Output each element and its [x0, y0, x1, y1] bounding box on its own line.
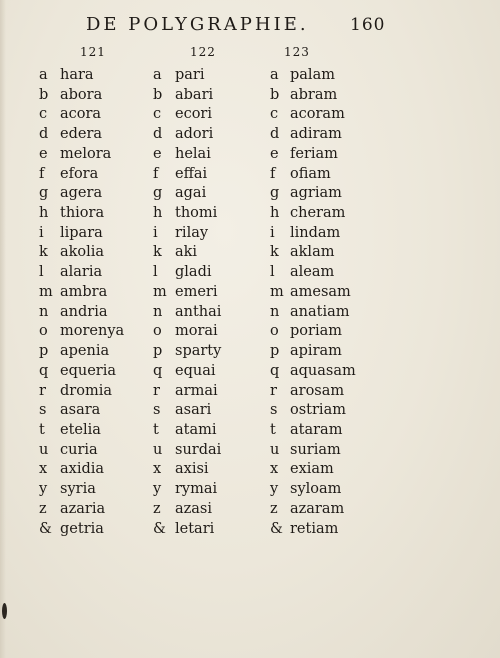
letter-col2: d [153, 126, 163, 143]
word-col3: cheram [290, 205, 346, 222]
letter-col2: c [153, 106, 162, 123]
word-col2: agai [175, 185, 207, 202]
letter-col1: a [39, 67, 48, 83]
word-col1: melora [60, 145, 112, 162]
letter-col1: k [39, 244, 48, 261]
letter-col1: s [39, 402, 47, 419]
word-col2: asari [175, 402, 212, 419]
letter-col1: o [39, 323, 48, 340]
letter-col2: m [153, 283, 167, 300]
letter-col2: y [153, 481, 162, 498]
word-col1: acora [60, 106, 102, 123]
letter-col1: y [39, 481, 48, 498]
letter-col3: i [270, 224, 275, 241]
word-col3: abram [290, 86, 338, 103]
table-row [0, 224, 500, 244]
letter-col3: k [270, 244, 279, 261]
letter-col3: h [270, 205, 280, 222]
word-col2: equai [175, 362, 216, 379]
word-col3: retiam [290, 520, 339, 537]
letter-col1: t [39, 421, 45, 438]
table-row [0, 105, 500, 125]
word-col2: helai [175, 145, 211, 162]
letter-col1: b [39, 86, 49, 103]
table-row [0, 145, 500, 165]
table-row [0, 125, 500, 145]
word-col3: poriam [290, 323, 342, 340]
letter-col3: y [270, 481, 279, 498]
letter-col2: s [153, 402, 161, 419]
table-row [0, 322, 500, 342]
word-col2: morai [175, 323, 218, 340]
letter-col1: n [39, 303, 49, 320]
word-col2: letari [175, 520, 215, 537]
letter-col3: m [270, 283, 284, 300]
word-col3: feriam [290, 145, 338, 162]
letter-col2: o [153, 323, 162, 340]
ink-blot [2, 603, 7, 619]
letter-col1: h [39, 205, 49, 222]
letter-col2: b [153, 86, 163, 103]
letter-col1: & [39, 520, 52, 537]
letter-col1: l [39, 264, 44, 281]
word-col1: andria [60, 303, 108, 320]
letter-col3: z [270, 500, 278, 517]
word-col3: ofiam [290, 165, 331, 182]
table-row [0, 362, 500, 382]
cipher-table [0, 66, 500, 539]
letter-col3: & [270, 520, 283, 537]
letter-col2: i [153, 224, 158, 241]
word-col3: ataram [290, 421, 343, 438]
letter-col2: p [153, 343, 163, 360]
word-col1: akolia [60, 244, 105, 261]
letter-col2: l [153, 264, 158, 281]
letter-col2: k [153, 244, 162, 261]
word-col3: apiram [290, 343, 342, 360]
word-col3: amesam [290, 283, 351, 300]
word-col2: ecori [175, 106, 213, 123]
letter-col3: q [270, 362, 280, 379]
word-col2: rilay [175, 224, 209, 241]
letter-col1: z [39, 500, 47, 517]
table-row [0, 421, 500, 441]
word-col3: lindam [290, 224, 341, 241]
table-row [0, 500, 500, 520]
letter-col1: f [39, 165, 45, 182]
word-col2: thomi [175, 205, 218, 222]
word-col3: ostriam [290, 402, 346, 419]
word-col3: adiram [290, 126, 342, 143]
table-row [0, 460, 500, 480]
letter-col2: n [153, 303, 163, 320]
letter-col2: g [153, 185, 163, 202]
word-col2: effai [175, 165, 208, 182]
word-col2: aki [175, 244, 198, 261]
table-row [0, 243, 500, 263]
word-col1: dromia [60, 382, 112, 399]
letter-col1: p [39, 343, 49, 360]
word-col1: thiora [60, 205, 105, 222]
letter-col1: d [39, 126, 49, 143]
letter-col1: u [39, 441, 49, 458]
word-col1: hara [60, 67, 94, 83]
letter-col3: s [270, 402, 278, 419]
word-col1: apenia [60, 343, 110, 360]
word-col2: azasi [175, 500, 213, 517]
word-col1: lipara [60, 224, 103, 241]
word-col2: atami [175, 421, 217, 438]
word-col2: anthai [175, 303, 222, 320]
word-col2: pari [175, 67, 205, 83]
word-col3: palam [290, 67, 335, 83]
table-row [0, 480, 500, 500]
table-row [0, 263, 500, 283]
word-col1: azaria [60, 500, 106, 517]
letter-col3: c [270, 106, 279, 123]
letter-col2: e [153, 145, 162, 162]
letter-col3: d [270, 126, 280, 143]
letter-col1: e [39, 145, 48, 162]
letter-col3: p [270, 343, 280, 360]
word-col1: asara [60, 402, 101, 419]
letter-col2: r [153, 382, 160, 399]
letter-col3: n [270, 303, 280, 320]
word-col2: gladi [175, 264, 212, 281]
table-row [0, 342, 500, 362]
word-col2: armai [175, 382, 218, 399]
word-col2: emeri [175, 283, 218, 300]
word-col1: morenya [60, 323, 125, 340]
letter-col1: x [39, 461, 48, 478]
table-row [0, 520, 500, 540]
column-number-2: 122 [190, 45, 216, 59]
letter-col3: b [270, 86, 280, 103]
table-row [0, 165, 500, 185]
word-col1: edera [60, 126, 103, 143]
table-row [0, 441, 500, 461]
word-col2: abari [175, 86, 214, 103]
word-col1: axidia [60, 461, 105, 478]
word-col3: aklam [290, 244, 335, 261]
letter-col1: i [39, 224, 44, 241]
table-row [0, 86, 500, 106]
letter-col3: u [270, 441, 280, 458]
word-col2: sparty [175, 343, 222, 360]
page-number: 160 [350, 15, 386, 35]
letter-col2: a [153, 67, 162, 83]
letter-col3: o [270, 323, 279, 340]
table-row [0, 382, 500, 402]
letter-col1: r [39, 382, 46, 399]
word-col3: acoram [290, 106, 345, 123]
word-col2: rymai [175, 481, 218, 498]
word-col3: aleam [290, 264, 335, 281]
word-col1: ambra [60, 283, 108, 300]
letter-col3: f [270, 165, 276, 182]
word-col1: abora [60, 86, 103, 103]
table-row [0, 303, 500, 323]
word-col1: alaria [60, 264, 103, 281]
letter-col3: e [270, 145, 279, 162]
word-col3: suriam [290, 441, 341, 458]
letter-col2: z [153, 500, 161, 517]
word-col1: equeria [60, 362, 116, 379]
table-row [0, 184, 500, 204]
table-row [0, 401, 500, 421]
word-col3: syloam [290, 481, 342, 498]
letter-col1: c [39, 106, 48, 123]
word-col3: aquasam [290, 362, 356, 379]
word-col1: curia [60, 441, 98, 458]
letter-col3: t [270, 421, 276, 438]
letter-col2: u [153, 441, 163, 458]
letter-col3: l [270, 264, 275, 281]
table-row [0, 283, 500, 303]
word-col1: etelia [60, 421, 101, 438]
letter-col2: x [153, 461, 162, 478]
column-number-3: 123 [284, 45, 310, 59]
letter-col2: & [153, 520, 166, 537]
letter-col2: h [153, 205, 163, 222]
word-col1: efora [60, 165, 99, 182]
word-col2: axisi [175, 461, 209, 478]
letter-col3: a [270, 67, 279, 83]
word-col1: getria [60, 520, 104, 537]
table-row [0, 204, 500, 224]
table-row [0, 66, 500, 86]
letter-col1: q [39, 362, 49, 379]
letter-col3: x [270, 461, 279, 478]
running-head-title: DE POLYGRAPHIE. [86, 14, 309, 35]
word-col1: agera [60, 185, 103, 202]
word-col2: surdai [175, 441, 222, 458]
letter-col2: q [153, 362, 163, 379]
word-col3: exiam [290, 461, 334, 478]
word-col3: agriam [290, 185, 342, 202]
letter-col1: m [39, 283, 53, 300]
letter-col3: r [270, 382, 277, 399]
letter-col1: g [39, 185, 49, 202]
letter-col2: t [153, 421, 159, 438]
letter-col3: g [270, 185, 280, 202]
word-col3: anatiam [290, 303, 350, 320]
column-number-1: 121 [80, 45, 106, 59]
letter-col2: f [153, 165, 159, 182]
word-col1: syria [60, 481, 96, 498]
word-col2: adori [175, 126, 214, 143]
word-col3: azaram [290, 500, 345, 517]
word-col3: arosam [290, 382, 345, 399]
